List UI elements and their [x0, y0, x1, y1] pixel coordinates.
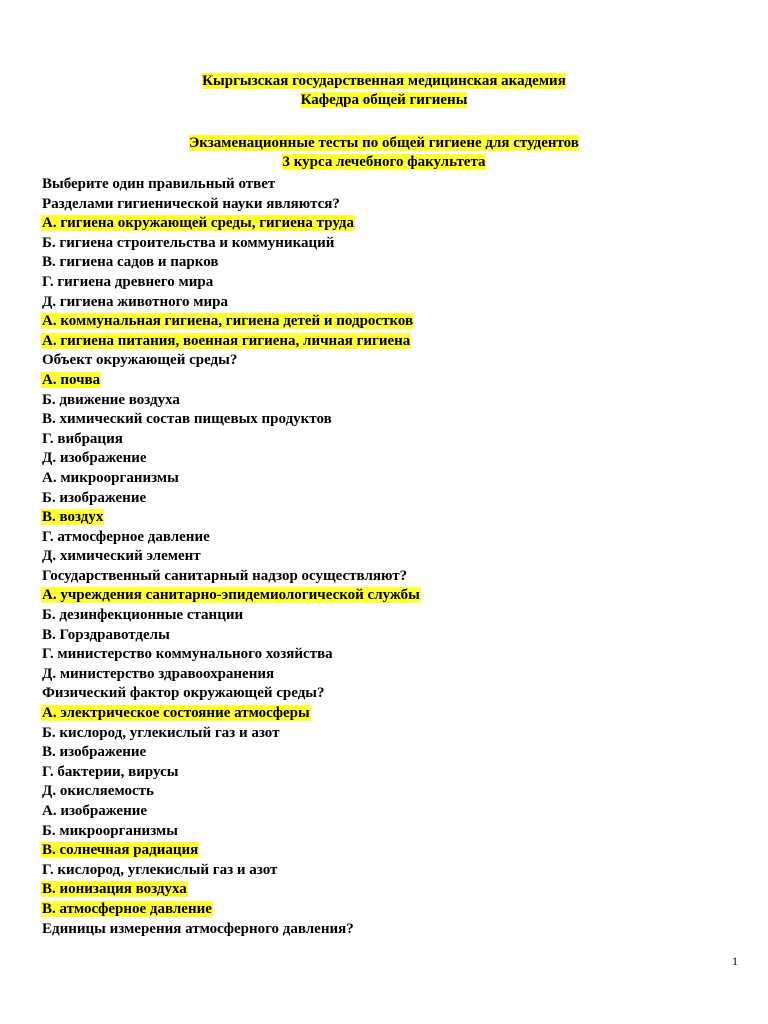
line-text: Б. микроорганизмы — [42, 822, 178, 839]
line-text: Д. министерство здравоохранения — [42, 665, 275, 682]
text-line — [41, 469, 741, 489]
text-line — [41, 684, 741, 704]
line-text: Государственный санитарный надзор осуществляют? — [42, 567, 408, 584]
document-title — [0, 134, 768, 172]
text-line — [41, 743, 741, 763]
text-line — [41, 802, 741, 822]
line-text: Д. окисляемость — [42, 783, 154, 800]
test-content — [41, 175, 741, 939]
text-line — [41, 410, 741, 430]
line-text: В. ионизация воздуха — [42, 881, 187, 898]
line-text: А. изображение — [42, 803, 148, 819]
title-line-1: Экзаменационные тесты по общей гигиене для студентов — [189, 135, 579, 151]
text-line — [41, 920, 741, 940]
line-text: В. солнечная радиация — [42, 842, 199, 859]
line-text: Выберите один правильный ответ — [42, 176, 276, 192]
answer-line-highlighted — [41, 508, 741, 528]
text-line — [41, 430, 741, 450]
line-text: А. гигиена окружающей среды, гигиена труда — [42, 215, 354, 232]
line-text: В. гигиена садов и парков — [42, 254, 219, 271]
line-text: Г. гигиена древнего мира — [42, 273, 214, 290]
text-line — [41, 528, 741, 548]
line-text: А. коммунальная гигиена, гигиена детей и подростков — [42, 313, 414, 330]
line-text: Д. химический элемент — [42, 548, 201, 565]
answer-line-highlighted — [41, 214, 741, 234]
text-line — [41, 782, 741, 802]
text-line — [41, 273, 741, 293]
line-text: Единицы измерения атмосферного давления? — [42, 920, 354, 937]
line-text: Б. кислород, углекислый газ и азот — [42, 724, 280, 741]
line-text: В. воздух — [42, 509, 104, 526]
text-line — [41, 489, 741, 509]
text-line — [41, 234, 741, 254]
line-text: Объект окружающей среды? — [42, 352, 238, 369]
line-text: А. электрическое состояние атмосферы — [42, 705, 310, 722]
text-line — [41, 626, 741, 646]
answer-line-highlighted — [41, 841, 741, 861]
line-text: Г. министерство коммунального хозяйства — [42, 646, 333, 663]
line-text: Б. движение воздуха — [42, 391, 180, 408]
page-number: 1 — [732, 954, 738, 968]
text-line — [41, 195, 741, 215]
answer-line-highlighted — [41, 332, 741, 352]
answer-line-highlighted — [41, 371, 741, 391]
text-line — [41, 822, 741, 842]
line-text: Б. изображение — [42, 489, 147, 506]
text-line — [41, 567, 741, 587]
answer-line-highlighted — [41, 704, 741, 724]
line-text: А. учреждения санитарно-эпидемиологической службы — [42, 587, 420, 604]
line-text: В. Горздравотделы — [42, 626, 170, 643]
line-text: Б. гигиена строительства и коммуникаций — [42, 234, 335, 251]
institution-name: Кыргызская государственная медицинская академия — [202, 73, 566, 89]
line-text: Д. гигиена животного мира — [42, 293, 228, 310]
text-line — [41, 175, 741, 195]
text-line — [41, 351, 741, 371]
line-text: А. микроорганизмы — [42, 469, 179, 486]
line-text: В. изображение — [42, 744, 147, 761]
answer-line-highlighted — [41, 312, 741, 332]
line-text: Б. дезинфекционные станции — [42, 607, 244, 624]
line-text: А. гигиена питания, военная гигиена, личная гигиена — [42, 332, 411, 349]
line-text: Г. атмосферное давление — [42, 528, 210, 545]
text-line — [41, 547, 741, 567]
line-text: Разделами гигиенической науки являются? — [42, 195, 340, 212]
line-text: Г. кислород, углекислый газ и азот — [42, 861, 278, 878]
text-line — [41, 861, 741, 881]
line-text: Д. изображение — [42, 450, 147, 467]
title-line-2: 3 курса лечебного факультета — [282, 154, 486, 170]
line-text: Г. вибрация — [42, 430, 123, 447]
text-line — [41, 763, 741, 783]
text-line — [41, 253, 741, 273]
text-line — [41, 665, 741, 685]
text-line — [41, 724, 741, 744]
department-name: Кафедра общей гигиены — [300, 92, 468, 108]
line-text: А. почва — [42, 371, 101, 388]
text-line — [41, 645, 741, 665]
text-line — [41, 293, 741, 313]
line-text: В. химический состав пищевых продуктов — [42, 411, 332, 428]
line-text: В. атмосферное давление — [42, 900, 212, 917]
institution-header — [0, 72, 768, 110]
answer-line-highlighted — [41, 586, 741, 606]
text-line — [41, 449, 741, 469]
answer-line-highlighted — [41, 900, 741, 920]
text-line — [41, 606, 741, 626]
answer-line-highlighted — [41, 880, 741, 900]
line-text: Физический фактор окружающей среды? — [42, 685, 325, 702]
line-text: Г. бактерии, вирусы — [42, 763, 179, 780]
text-line — [41, 391, 741, 411]
